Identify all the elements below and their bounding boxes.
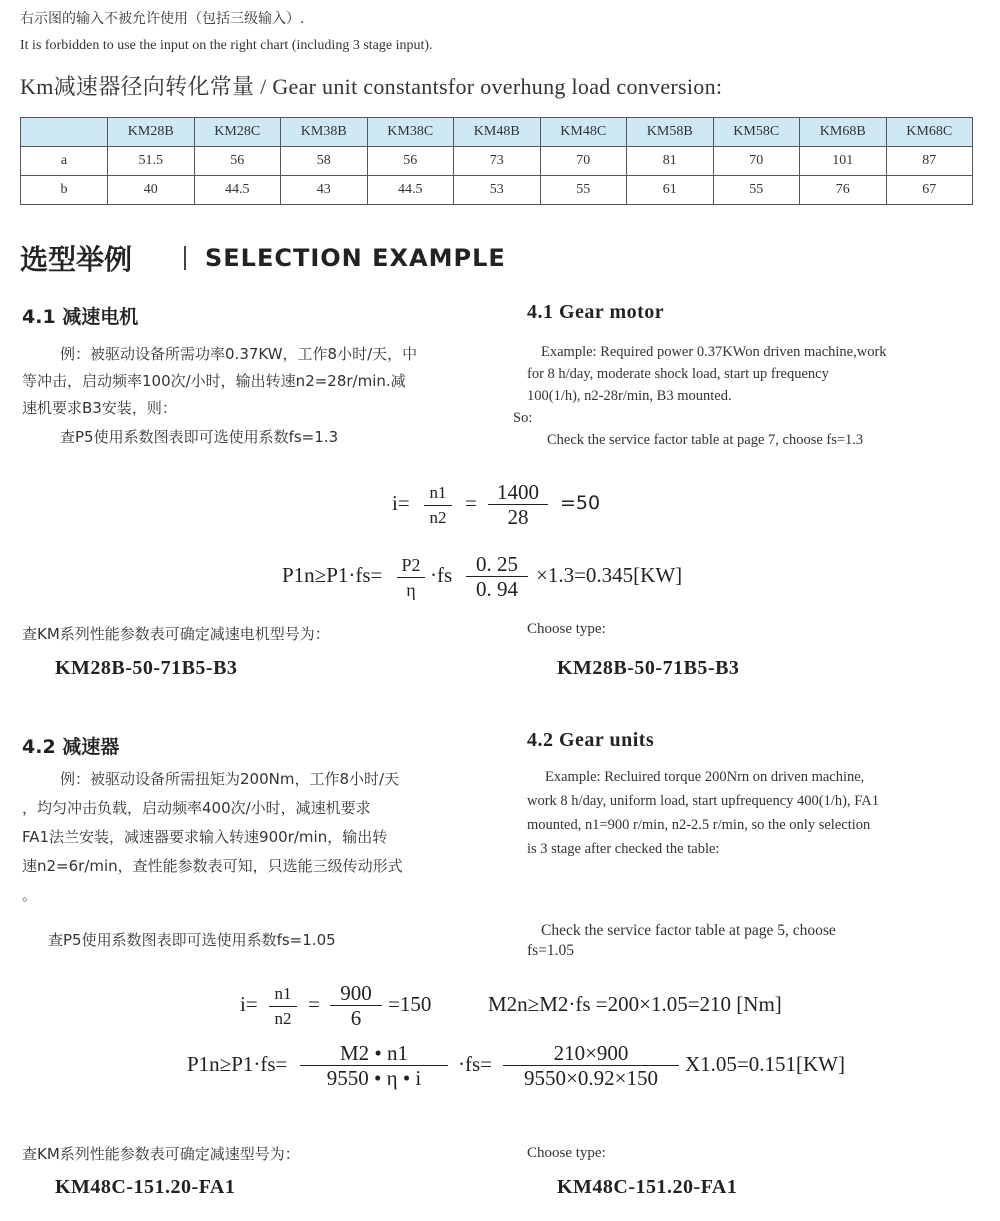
table-header-cell: KM48B	[454, 118, 541, 147]
table-header-cell: KM68B	[800, 118, 887, 147]
table-cell: 56	[194, 147, 281, 176]
service-factor-check-cn-4-2: 查P5使用系数图表即可选使用系数fs=1.05	[48, 931, 336, 949]
table-header-cell: KM48C	[540, 118, 627, 147]
table-cell: 81	[627, 147, 714, 176]
fraction-numerator: 1400	[497, 480, 539, 504]
fraction-bar	[397, 577, 425, 578]
section-4-2-text-cn	[22, 765, 502, 910]
model-number-cn-4-2: KM48C-151.20-FA1	[55, 1176, 236, 1198]
formula-equals: =	[465, 491, 477, 515]
row-label: b	[21, 176, 108, 205]
text-line: fs=1.05	[527, 942, 575, 959]
table-cell: 61	[627, 176, 714, 205]
table-cell: 87	[886, 147, 973, 176]
table-cell: 44.5	[367, 176, 454, 205]
formula-result: =150	[388, 992, 432, 1016]
text-line: work 8 h/day, uniform load, start upfrequency 400(1/h), FA1	[527, 793, 879, 809]
text-line: 。	[22, 886, 38, 904]
formula-lhs: P1n≥P1·fs=	[282, 563, 383, 587]
formula-fs: ·fs=	[458, 1052, 493, 1076]
fraction-denominator: 9550 • η • i	[326, 1066, 422, 1090]
table-cell: 51.5	[108, 147, 195, 176]
text-line: Check the service factor table at page 5, choose	[541, 922, 836, 939]
fraction-numerator: 0. 25	[476, 552, 518, 576]
text-line: Check the service factor table at page 7, choose fs=1.3	[547, 432, 864, 448]
model-number-cn-4-1: KM28B-50-71B5-B3	[55, 657, 238, 679]
fraction-values	[466, 553, 528, 600]
text-line: ，均匀冲击负载，启动频率400次/小时，减速机要求	[22, 799, 371, 817]
fraction-numerator: n1	[274, 984, 292, 1003]
table-header-cell: KM28C	[194, 118, 281, 147]
input-note-en: It is forbidden to use the input on the right chart (including 3 stage input).	[20, 38, 433, 53]
fraction-values	[503, 1042, 679, 1089]
fraction-p	[397, 554, 425, 601]
fraction-numerator: M2 • n1	[339, 1041, 409, 1065]
fraction-numerator: 900	[340, 981, 372, 1005]
fraction-denominator: n2	[274, 1009, 292, 1028]
text-line: 100(1/h), n2-28r/min, B3 mounted.	[527, 388, 732, 404]
row-label: a	[21, 147, 108, 176]
fraction-formula	[300, 1042, 448, 1089]
fraction-n	[424, 482, 452, 529]
fraction-bar	[424, 505, 452, 506]
table-cell: 101	[800, 147, 887, 176]
table-cell: 43	[281, 176, 368, 205]
text-line: 速n2=6r/min，查性能参数表可知，只选能三级传动形式	[22, 857, 403, 875]
constants-table	[20, 117, 973, 205]
text-line: 查P5使用系数图表即可选使用系数fs=1.3	[60, 428, 339, 446]
section-4-2-text-en	[527, 765, 987, 861]
table-cell: 70	[713, 147, 800, 176]
choose-type-en-4-1: Choose type:	[527, 621, 606, 637]
table-cell: 76	[800, 176, 887, 205]
table-row	[21, 176, 973, 205]
fraction-denominator: η	[406, 580, 416, 600]
text-line: is 3 stage after checked the table:	[527, 841, 720, 857]
text-line: mounted, n1=900 r/min, n2-2.5 r/min, so the only selection	[527, 817, 871, 833]
text-line: Example: Recluired torque 200Nrn on driven machine,	[545, 769, 865, 785]
constants-title: Km减速器径向转化常量 / Gear unit constantsfor overhung load conversion:	[20, 74, 723, 99]
table-cell: 40	[108, 176, 195, 205]
table-cell: 55	[713, 176, 800, 205]
text-line: 等冲击，启动频率100次/小时，输出转速n2=28r/min.减	[22, 372, 406, 390]
title-divider	[184, 246, 186, 270]
fraction-values	[488, 481, 548, 528]
table-cell: 56	[367, 147, 454, 176]
section-4-1-text-cn	[22, 341, 502, 451]
choose-type-cn-4-1: 查KM系列性能参数表可确定减速电机型号为：	[22, 625, 330, 643]
table-header-cell: KM68C	[886, 118, 973, 147]
fraction-denominator: 0. 94	[476, 577, 518, 601]
text-line: 例：被驱动设备所需扭矩为200Nm，工作8小时/天	[60, 770, 400, 788]
fraction-numerator: n1	[429, 483, 447, 502]
section-4-2-heading-cn: 4.2 减速器	[22, 736, 120, 758]
formula-result: X1.05=0.151[KW]	[685, 1052, 845, 1076]
table-cell: 53	[454, 176, 541, 205]
fraction-numerator: P2	[401, 555, 421, 575]
formula-lhs: P1n≥P1·fs=	[187, 1052, 288, 1076]
input-note-cn: 右示图的输入不被允许使用（包括三级输入）.	[20, 11, 305, 27]
table-cell: 67	[886, 176, 973, 205]
model-number-en-4-2: KM48C-151.20-FA1	[557, 1176, 738, 1198]
table-row	[21, 147, 973, 176]
formula-result: ×1.3=0.345[KW]	[536, 563, 683, 587]
fraction-n	[269, 983, 297, 1030]
selection-title-en: SELECTION EXAMPLE	[205, 244, 506, 272]
table-cell: 44.5	[194, 176, 281, 205]
model-number-en-4-1: KM28B-50-71B5-B3	[557, 657, 740, 679]
section-4-1-text-en	[513, 341, 987, 451]
choose-type-cn-4-2: 查KM系列性能参数表可确定减速型号为：	[22, 1145, 300, 1163]
selection-title-cn: 选型举例	[20, 243, 133, 276]
choose-type-en-4-2: Choose type:	[527, 1145, 606, 1161]
fraction-denominator: n2	[429, 508, 447, 527]
fraction-denominator: 28	[507, 505, 529, 529]
table-header-cell: KM58C	[713, 118, 800, 147]
service-factor-check-en-4-2	[527, 921, 987, 961]
table-header-cell: KM38C	[367, 118, 454, 147]
text-line: Example: Required power 0.37KWon driven machine,work	[541, 344, 887, 360]
table-header-row	[21, 118, 973, 147]
table-header-cell: KM38B	[281, 118, 368, 147]
fraction-numerator: 210×900	[553, 1041, 629, 1065]
fraction-denominator: 6	[350, 1006, 362, 1030]
fraction-bar	[269, 1006, 297, 1007]
fraction-denominator: 9550×0.92×150	[524, 1066, 658, 1090]
table-cell: 70	[540, 147, 627, 176]
text-line: FA1法兰安装，减速器要求输入转速900r/min，输出转	[22, 828, 388, 846]
formula-fs: ·fs	[430, 563, 453, 587]
table-cell: 55	[540, 176, 627, 205]
formula-lhs: i=	[392, 491, 410, 515]
table-header-cell: KM28B	[108, 118, 195, 147]
text-line: So:	[513, 410, 533, 426]
formula-equals: =	[308, 992, 320, 1016]
text-line: 速机要求B3安装，则：	[22, 399, 177, 417]
table-corner-cell	[21, 118, 108, 147]
text-line: for 8 h/day, moderate shock load, start up frequency	[527, 366, 829, 382]
table-header-cell: KM58B	[627, 118, 714, 147]
section-4-1-heading-cn: 4.1 减速电机	[22, 306, 139, 328]
formula-torque-4-2: M2n≥M2·fs =200×1.05=210 [Nm]	[488, 992, 782, 1016]
table-cell: 58	[281, 147, 368, 176]
section-4-2-heading-en: 4.2 Gear units	[527, 729, 655, 751]
text-line: 例：被驱动设备所需功率0.37KW，工作8小时/天，中	[60, 345, 418, 363]
formula-lhs: i=	[240, 992, 258, 1016]
fraction-values	[330, 982, 382, 1029]
section-4-1-heading-en: 4.1 Gear motor	[527, 301, 665, 323]
table-cell: 73	[454, 147, 541, 176]
formula-result: =50	[560, 492, 601, 514]
